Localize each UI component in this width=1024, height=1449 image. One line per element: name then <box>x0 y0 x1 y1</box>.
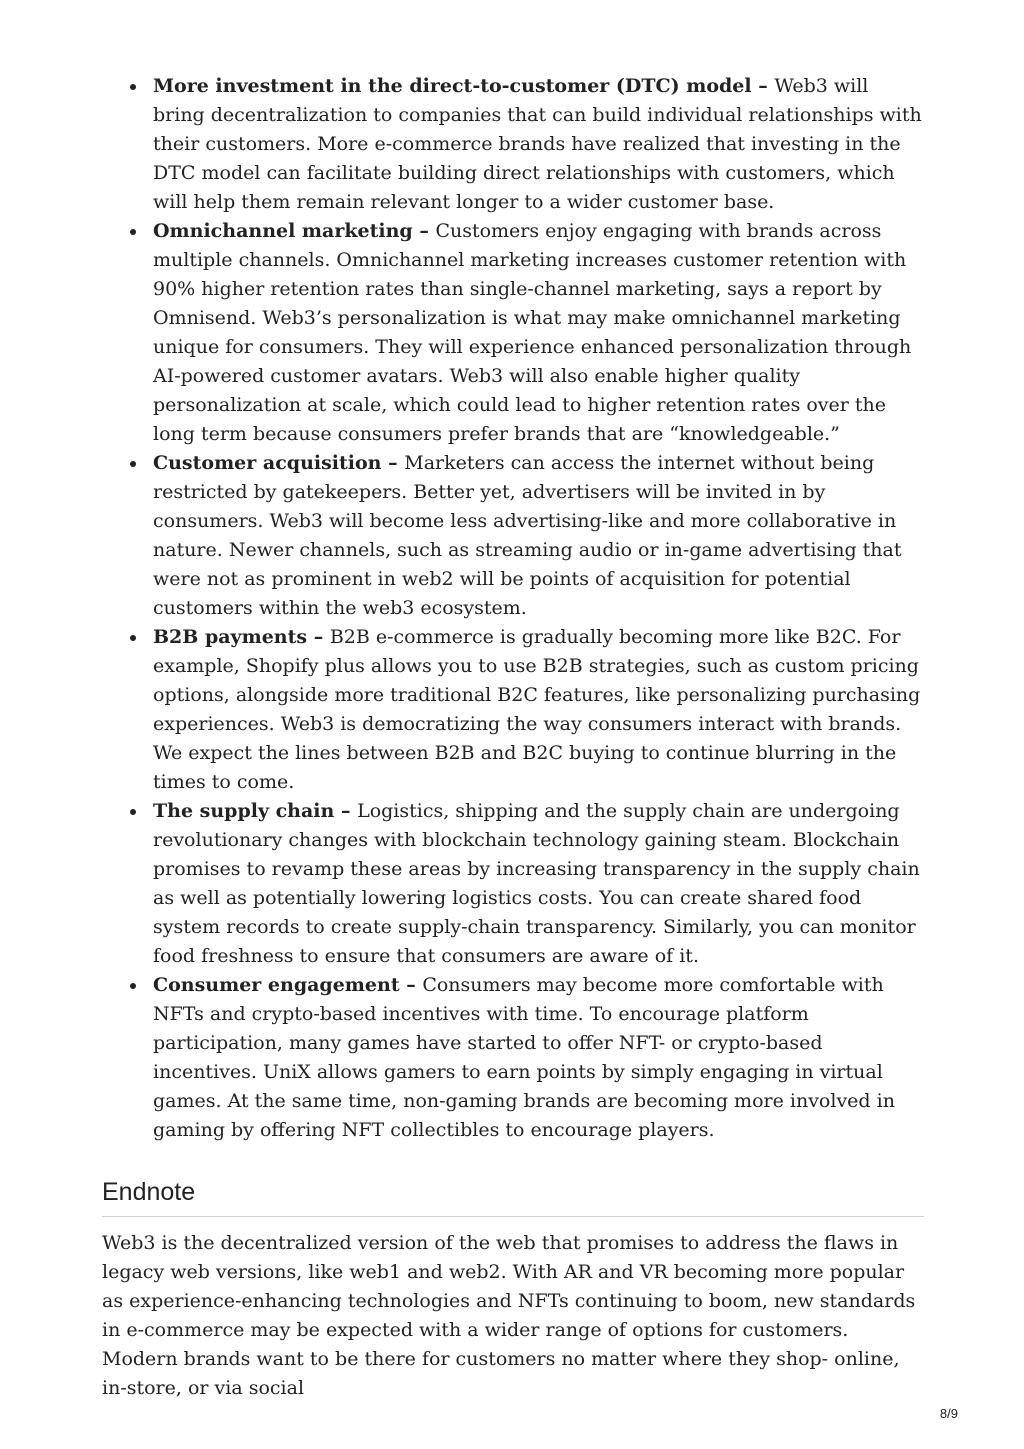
item-title: Customer acquisition <box>153 452 382 474</box>
item-text: B2B e-commerce is gradually becoming more like B2C. For example, Shopify plus allows you to use B2B strategies, such as custom pricing options, alongside more traditional B2C features, like personalizing purchasing experiences. Web3 is democratizing the way consumers interact with brands. We expect the lines between B2B and B2C buying to continue blurring in the times to come. <box>153 626 921 793</box>
list-item <box>153 971 924 1145</box>
list-item <box>153 797 924 971</box>
trends-list <box>102 72 924 1145</box>
item-separator: – <box>412 220 436 242</box>
item-separator: – <box>334 800 358 822</box>
item-separator: – <box>381 452 405 474</box>
item-separator: – <box>399 974 423 996</box>
item-title: B2B payments <box>153 626 308 648</box>
list-item <box>153 217 924 449</box>
item-title: The supply chain <box>153 800 335 822</box>
item-text: Web3 will bring decentralization to companies that can build individual relationships with their customers. More e-commerce brands have realized that investing in the DTC model can facilitate building direct relationships with customers, which will help them remain relevant longer to a wider customer base. <box>153 75 922 213</box>
list-item <box>153 449 924 623</box>
list-item <box>153 623 924 797</box>
item-separator: – <box>307 626 330 648</box>
item-text: Logistics, shipping and the supply chain are undergoing revolutionary changes with blockchain technology gaining steam. Blockchain promises to revamp these areas by increasing transparency in the supply chain as well as potentially lowering logistics costs. You can create shared food system records to create supply-chain transparency. Similarly, you can monitor food freshness to ensure that consumers are aware of it. <box>153 800 920 967</box>
endnote-paragraph: Web3 is the decentralized version of the web that promises to address the flaws in legacy web versions, like web1 and web2. With AR and VR becoming more popular as experience-enhancing technologies and NFTs continuing to boom, new standards in e-commerce may be expected with a wider range of options for customers. Modern brands want to be there for customers no matter where they shop- online, in-store, or via social <box>102 1232 916 1399</box>
item-text: Customers enjoy engaging with brands across multiple channels. Omnichannel marketing increases customer retention with 90% higher retention rates than single-channel marketing, says a report by Omnisend. Web3’s personalization is what may make omnichannel marketing unique for consumers. They will experience enhanced personalization through AI-powered customer avatars. Web3 will also enable higher quality personalization at scale, which could lead to higher retention rates over the long term because consumers prefer brands that are “knowledgeable.” <box>153 220 912 445</box>
article-content <box>102 72 924 1403</box>
item-title: More investment in the direct-to-customer (DTC) model <box>153 75 752 97</box>
endnote-heading: Endnote <box>102 1176 924 1217</box>
item-title: Omnichannel marketing <box>153 220 413 242</box>
item-separator: – <box>751 75 775 97</box>
item-title: Consumer engagement <box>153 974 400 996</box>
page-number: 8/9 <box>939 1406 958 1421</box>
item-text: Consumers may become more comfortable with NFTs and crypto-based incentives with time. To encourage platform participation, many games have started to offer NFT- or crypto-based incentives. UniX allows gamers to earn points by simply engaging in virtual games. At the same time, non-gaming brands are becoming more involved in gaming by offering NFT collectibles to encourage players. <box>153 974 895 1141</box>
item-text: Marketers can access the internet without being restricted by gatekeepers. Better yet, advertisers will be invited in by consumers. Web3 will become less advertising-like and more collaborative in nature. Newer channels, such as streaming audio or in-game advertising that were not as prominent in web2 will be points of acquisition for potential customers within the web3 ecosystem. <box>153 452 902 619</box>
list-item <box>153 72 924 217</box>
